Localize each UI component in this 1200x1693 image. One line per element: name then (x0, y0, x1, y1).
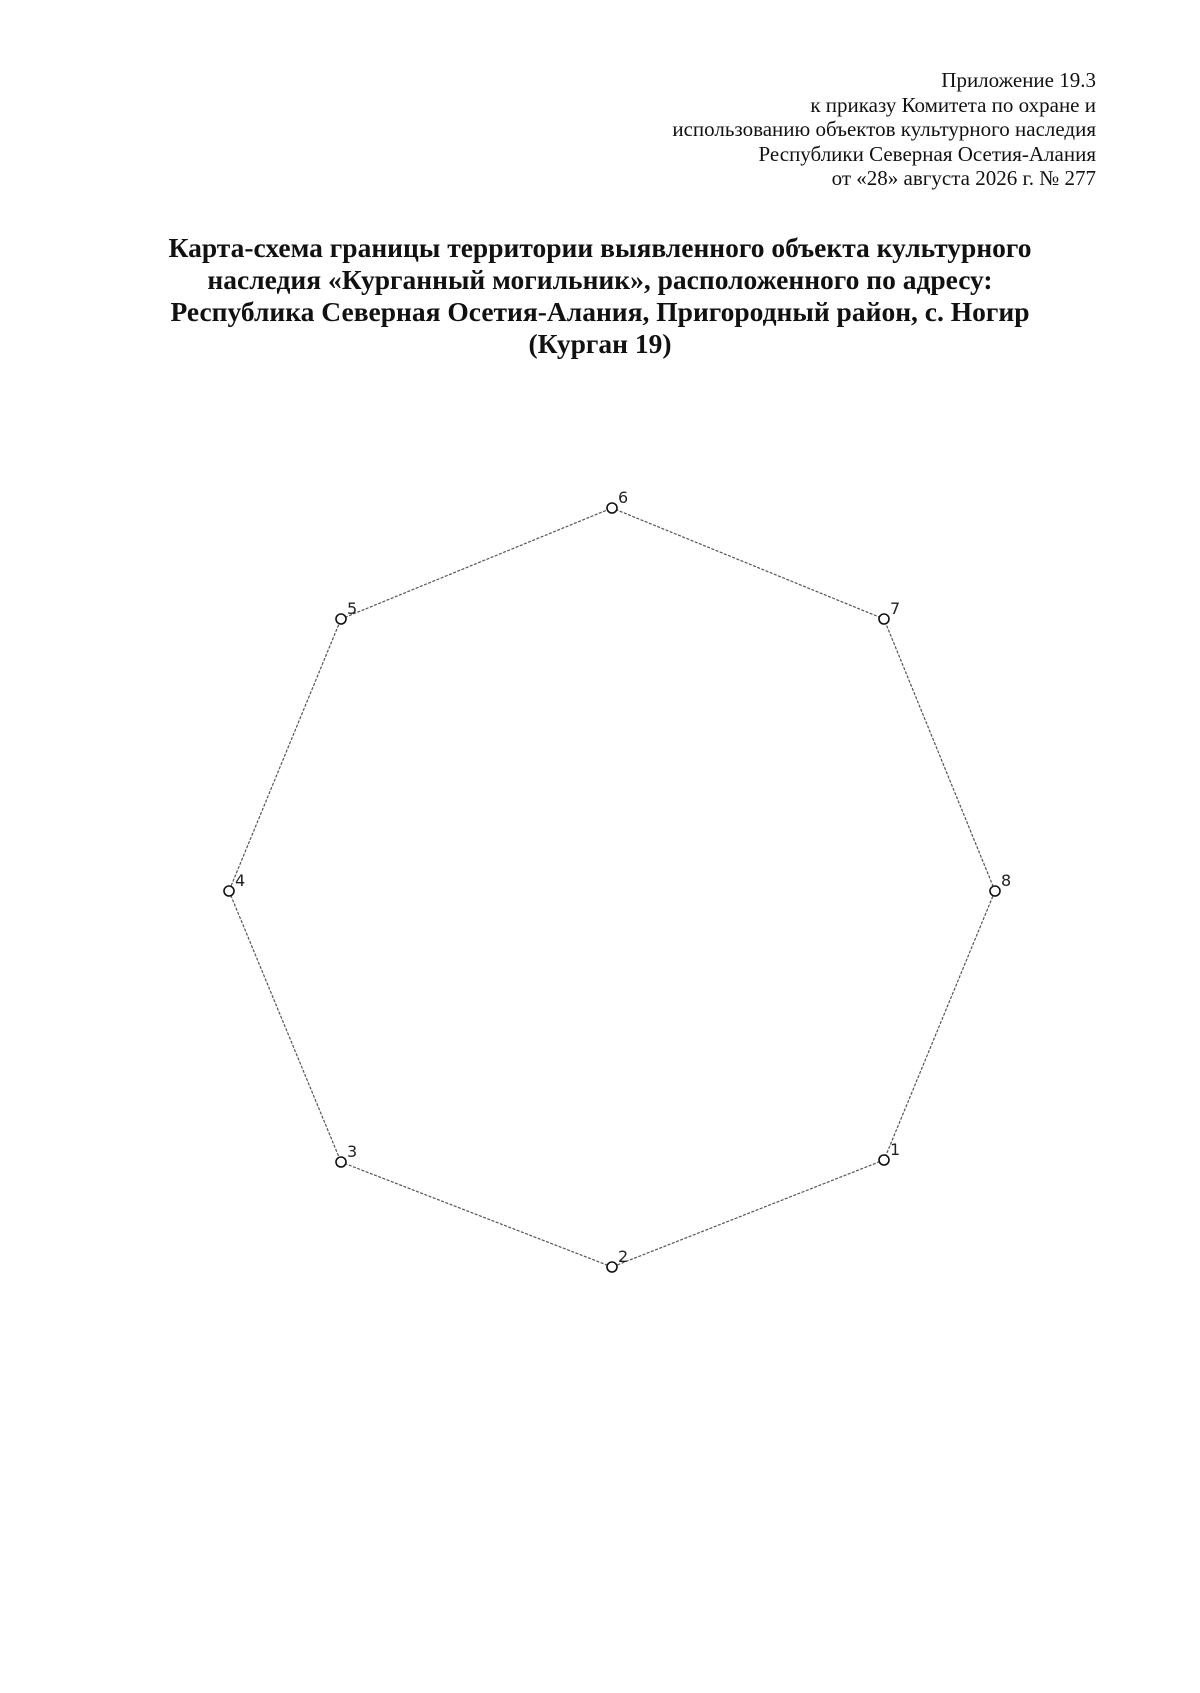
title-line: наследия «Курганный могильник», расположенного по адресу: (207, 264, 993, 295)
appendix-line: Приложение 19.3 (941, 68, 1096, 92)
boundary-point-6 (607, 503, 617, 513)
point-label-7: 7 (890, 599, 901, 618)
title-line: Республика Северная Осетия-Алания, Пригородный район, с. Ногир (170, 296, 1030, 327)
point-label-6: 6 (618, 488, 629, 507)
title-line: Карта-схема границы территории выявленного объекта культурного (168, 232, 1032, 263)
appendix-line: использованию объектов культурного наследия (672, 117, 1096, 141)
title-line: (Курган 19) (528, 328, 672, 359)
point-label-3: 3 (347, 1142, 358, 1161)
appendix-line: Республики Северная Осетия-Алания (758, 141, 1096, 166)
point-label-1: 1 (890, 1140, 901, 1159)
point-label-5: 5 (347, 599, 358, 618)
boundary-point-2 (607, 1262, 617, 1272)
boundary-point-8 (990, 886, 1000, 896)
point-label-2: 2 (618, 1247, 629, 1266)
point-label-8: 8 (1001, 871, 1012, 890)
boundary-point-1 (879, 1155, 889, 1165)
appendix-line: к приказу Комитета по охране и (810, 92, 1096, 117)
boundary-point-3 (336, 1157, 346, 1167)
boundary-point-4 (224, 886, 234, 896)
point-label-4: 4 (235, 871, 246, 890)
appendix-line: от «28» августа 2026 г. № 277 (831, 166, 1096, 190)
boundary-point-7 (879, 614, 889, 624)
boundary-point-5 (336, 614, 346, 624)
